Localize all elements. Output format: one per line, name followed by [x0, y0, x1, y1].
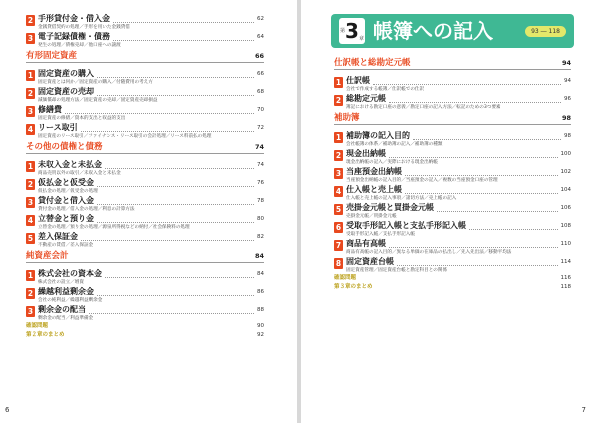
entry-title: 仮払金と仮受金 — [38, 178, 94, 187]
entry-title: 受取手形記入帳と支払手形記入帳 — [346, 221, 466, 230]
leader-dots — [81, 240, 254, 241]
entry-page: 72 — [257, 125, 264, 131]
entry-title: 商品有高帳 — [346, 239, 386, 248]
entry-page: 68 — [257, 89, 264, 95]
leader-dots — [97, 222, 254, 223]
toc-entry[interactable] — [26, 214, 264, 230]
section-page: 84 — [254, 252, 264, 260]
section-title: 仕訳帳と総勘定元帳 — [334, 58, 411, 68]
entry-number-badge: 1 — [27, 271, 34, 280]
entry-number-badge: 2 — [27, 180, 34, 189]
section-page: 74 — [254, 143, 264, 151]
entry-subtitle: 株式会社の設立／増資 — [38, 280, 84, 285]
entry-page: 104 — [560, 187, 571, 193]
leader-dots — [97, 77, 254, 78]
entry-page: 80 — [257, 216, 264, 222]
chapter-suffix: 章 — [358, 36, 364, 42]
leader-dots — [97, 204, 254, 205]
toc-entry[interactable] — [334, 76, 571, 92]
section-title: 有形固定資産 — [26, 51, 78, 61]
extra-title: 第３章のまとめ — [334, 284, 373, 290]
leader-dots — [97, 295, 254, 296]
right-page — [301, 0, 600, 423]
leader-dots — [437, 211, 558, 212]
entry-title: 固定資産台帳 — [346, 257, 394, 266]
entry-subtitle: 仕入帳と売上帳の記入事項／諸切方法／売上帳の記入 — [346, 196, 457, 201]
toc-entry[interactable] — [26, 105, 264, 121]
entry-page: 86 — [257, 289, 264, 295]
toc-left-column — [26, 14, 264, 339]
entry-page: 88 — [257, 307, 264, 313]
entry-subtitle: 発生の処理／債権売却／他口座への譲渡 — [38, 43, 121, 48]
entry-number-badge: 4 — [27, 216, 34, 225]
toc-entry[interactable] — [334, 257, 571, 273]
section-page: 94 — [561, 59, 571, 67]
entry-title: 固定資産の購入 — [38, 69, 94, 78]
toc-extra-entry[interactable] — [334, 284, 571, 291]
chapter-page-range: 93 ― 118 — [525, 26, 566, 37]
entry-number-badge: 8 — [335, 259, 342, 268]
toc-entry[interactable] — [26, 196, 264, 212]
entry-subtitle: 固定資産のリース取引／ファイナンス・リース取引の会計処理／リース料前払の処理 — [38, 134, 212, 139]
toc-entry[interactable] — [26, 32, 264, 48]
leader-dots — [397, 265, 558, 266]
toc-section[interactable] — [334, 113, 571, 125]
entry-title: 固定資産の売却 — [38, 87, 94, 96]
entry-title: 株式会社の資本金 — [38, 269, 102, 278]
toc-entry[interactable] — [334, 185, 571, 201]
entry-subtitle: 固定資産とは何か／固定資産の購入／付随費用の考え方 — [38, 80, 153, 85]
entry-page: 74 — [257, 162, 264, 168]
entry-title: 手形貸付金・借入金 — [38, 14, 110, 23]
entry-subtitle: 会社帳簿の体系／補助簿の記入／補助簿の種類 — [346, 142, 443, 147]
entry-number-badge: 3 — [27, 34, 34, 43]
section-page: 98 — [561, 114, 571, 122]
entry-subtitle: 固定資産の修繕／資本的支出と収益的支出 — [38, 116, 126, 121]
toc-entry[interactable] — [334, 239, 571, 255]
entry-number-badge: 1 — [335, 133, 342, 142]
entry-title: 仕入帳と売上帳 — [346, 185, 402, 194]
entry-number-badge: 2 — [335, 151, 342, 160]
entry-number-badge: 3 — [27, 307, 34, 316]
section-page: 66 — [254, 52, 264, 60]
toc-entry[interactable] — [26, 14, 264, 30]
entry-page: 70 — [257, 107, 264, 113]
entry-title: 差入保証金 — [38, 232, 78, 241]
toc-entry[interactable] — [26, 178, 264, 194]
leader-dots — [105, 277, 254, 278]
entry-title: 修繕費 — [38, 105, 62, 114]
toc-entry[interactable] — [26, 87, 264, 103]
leader-dots — [89, 313, 254, 314]
extra-page: 92 — [257, 332, 264, 338]
entry-subtitle: 剰余金の配当／利益準備金 — [38, 316, 94, 321]
entry-title: 補助簿の記入目的 — [346, 131, 410, 140]
toc-extra-entry[interactable] — [26, 323, 264, 330]
entry-number-badge: 2 — [335, 96, 342, 105]
toc-section[interactable] — [26, 142, 264, 154]
page-number-left: 6 — [5, 406, 10, 414]
entry-subtitle: 売掛金元帳／買掛金元帳 — [346, 214, 397, 219]
entry-subtitle: 立替金の処理／預り金の処理／源泉所得税などの納付／社会保険料の処理 — [38, 225, 190, 230]
entry-title: 未収入金と未払金 — [38, 160, 102, 169]
toc-extra-entry[interactable] — [26, 332, 264, 339]
extra-title: 確認問題 — [334, 275, 357, 281]
toc-entry[interactable] — [334, 149, 571, 165]
entry-number-badge: 5 — [335, 205, 342, 214]
leader-dots — [405, 193, 558, 194]
entry-page: 78 — [257, 198, 264, 204]
entry-title: 立替金と預り金 — [38, 214, 94, 223]
section-title: 補助簿 — [334, 113, 360, 123]
entry-number-badge: 3 — [27, 198, 34, 207]
entry-subtitle: 商品売買以外の取引／未収入金と未払金 — [38, 171, 121, 176]
toc-entry[interactable] — [26, 69, 264, 85]
entry-page: 114 — [560, 259, 571, 265]
entry-title: 現金出納帳 — [346, 149, 386, 158]
leader-dots — [105, 168, 254, 169]
chapter-prefix: 第 — [340, 28, 346, 34]
entry-title: 剰余金の配当 — [38, 305, 86, 314]
entry-subtitle: 現金出納帳の記入／実際における現金出納帳 — [346, 160, 438, 165]
entry-subtitle: 減価償却の処理方法／固定資産の売却／固定資産売却損益 — [38, 98, 158, 103]
toc-entry[interactable] — [26, 123, 264, 139]
toc-section[interactable] — [26, 251, 264, 263]
section-title: 純資産会計 — [26, 251, 69, 261]
leader-dots — [97, 186, 254, 187]
section-title: その他の債権と債務 — [26, 142, 103, 152]
entry-title: 当座預金出納帳 — [346, 167, 402, 176]
entry-number-badge: 7 — [335, 241, 342, 250]
entry-page: 106 — [560, 205, 571, 211]
entry-title: 仕訳帳 — [346, 76, 370, 85]
entry-page: 64 — [257, 34, 264, 40]
entry-subtitle: 簿記における勘定口座の意義／勘定口座の記入方法／転記のための3つ要素 — [346, 105, 501, 110]
entry-title: 貸付金と借入金 — [38, 196, 94, 205]
toc-entry[interactable] — [26, 160, 264, 176]
entry-number-badge: 2 — [27, 16, 34, 25]
leader-dots — [469, 229, 558, 230]
chapter-badge — [339, 18, 365, 44]
entry-subtitle: 固定資産管理／固定資産台帳と勘定科目との関係 — [346, 268, 448, 273]
toc-section[interactable] — [334, 58, 571, 70]
entry-page: 76 — [257, 180, 264, 186]
page-number-right: 7 — [581, 406, 586, 414]
entry-title: 電子記録債権・債務 — [38, 32, 110, 41]
leader-dots — [97, 95, 254, 96]
toc-entry[interactable] — [334, 94, 571, 110]
entry-number-badge: 1 — [27, 162, 34, 171]
toc-section[interactable] — [26, 51, 264, 63]
entry-number-badge: 4 — [27, 125, 34, 134]
extra-title: 確認問題 — [26, 323, 49, 329]
leader-dots — [405, 175, 558, 176]
leader-dots — [389, 157, 558, 158]
entry-number-badge: 5 — [27, 234, 34, 243]
entry-subtitle: 金銭貸借契約の処理／手形を用いた金銭貸借 — [38, 25, 130, 30]
extra-page: 90 — [257, 323, 264, 329]
chapter-header — [331, 14, 574, 48]
entry-page: 96 — [564, 96, 571, 102]
leader-dots — [65, 113, 254, 114]
entry-page: 110 — [560, 241, 571, 247]
toc-entry[interactable] — [334, 221, 571, 237]
entry-page: 102 — [560, 169, 571, 175]
entry-subtitle: 不動産の賃借／差入保証金 — [38, 243, 94, 248]
entry-subtitle: 受取手形記入帳／支払手形記入帳 — [346, 232, 415, 237]
entry-title: 繰越利益剰余金 — [38, 287, 94, 296]
entry-page: 62 — [257, 16, 264, 22]
leader-dots — [113, 22, 254, 23]
entry-number-badge: 2 — [27, 89, 34, 98]
leader-dots — [389, 102, 561, 103]
toc-entry[interactable] — [334, 167, 571, 183]
entry-number-badge: 1 — [335, 78, 342, 87]
toc-entry[interactable] — [334, 203, 571, 219]
entry-title: リース取引 — [38, 123, 78, 132]
entry-page: 100 — [560, 151, 571, 157]
toc-right-column — [334, 52, 571, 291]
toc-entry[interactable] — [334, 131, 571, 147]
toc-entry[interactable] — [26, 305, 264, 321]
extra-title: 第２章のまとめ — [26, 332, 65, 338]
toc-extra-entry[interactable] — [334, 275, 571, 282]
toc-entry[interactable] — [26, 287, 264, 303]
entry-number-badge: 3 — [27, 107, 34, 116]
entry-title: 売掛金元帳と買掛金元帳 — [346, 203, 434, 212]
entry-page: 94 — [564, 78, 571, 84]
entry-page: 84 — [257, 271, 264, 277]
entry-page: 98 — [564, 133, 571, 139]
entry-subtitle: 仮払金の処理／仮受金の処理 — [38, 189, 98, 194]
leader-dots — [389, 247, 558, 248]
leader-dots — [113, 40, 254, 41]
entry-subtitle: 貸付金の処理／借入金の処理／利息の計算方法 — [38, 207, 135, 212]
entry-page: 108 — [560, 223, 571, 229]
extra-page: 118 — [560, 284, 571, 290]
entry-subtitle: 商品有高帳の記入目的／異なる単価の在庫品の払出し／先入先出法／移動平均法 — [346, 250, 512, 255]
entry-number-badge: 6 — [335, 223, 342, 232]
leader-dots — [373, 84, 561, 85]
toc-entry[interactable] — [26, 232, 264, 248]
entry-title: 総勘定元帳 — [346, 94, 386, 103]
extra-page: 116 — [560, 275, 571, 281]
entry-page: 82 — [257, 234, 264, 240]
entry-number-badge: 4 — [335, 187, 342, 196]
entry-number-badge: 1 — [27, 71, 34, 80]
entry-number-badge: 2 — [27, 289, 34, 298]
entry-subtitle: 会社の純利益／繰越利益剰余金 — [38, 298, 103, 303]
chapter-title: 帳簿への記入 — [373, 19, 493, 43]
entry-page: 66 — [257, 71, 264, 77]
leader-dots — [81, 131, 254, 132]
chapter-number: 3 — [345, 19, 359, 43]
entry-subtitle: 会社で作成する帳簿／仕訳帳での仕訳 — [346, 87, 425, 92]
entry-number-badge: 3 — [335, 169, 342, 178]
entry-subtitle: 当座預金出納帳の記入目的／当座預金の記入／複数の当座預金口座の管理 — [346, 178, 498, 183]
leader-dots — [413, 139, 561, 140]
toc-entry[interactable] — [26, 269, 264, 285]
left-page — [0, 0, 297, 423]
